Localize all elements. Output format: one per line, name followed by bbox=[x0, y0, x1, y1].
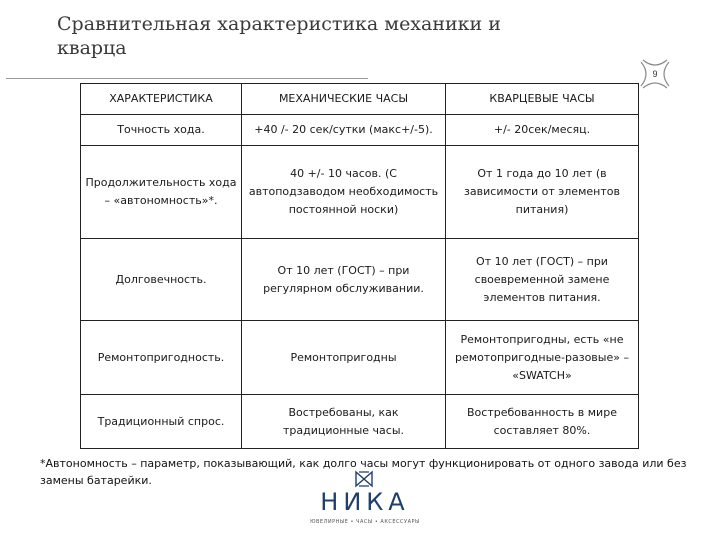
row-label: Долговечность. bbox=[81, 239, 242, 321]
table-row bbox=[81, 321, 639, 395]
brand-logo bbox=[300, 470, 430, 532]
quartz-cell: От 10 лет (ГОСТ) – при своевременной замене элементов питания. bbox=[446, 239, 639, 321]
mechanical-cell: Востребованы, как традиционные часы. bbox=[242, 395, 446, 449]
quartz-cell: От 1 года до 10 лет (в зависимости от элементов питания) bbox=[446, 146, 639, 239]
row-label: Традиционный спрос. bbox=[81, 395, 242, 449]
header-mechanical: МЕХАНИЧЕСКИЕ ЧАСЫ bbox=[242, 84, 446, 115]
slide-number-badge bbox=[637, 56, 673, 92]
quartz-cell: Востребованность в мире составляет 80%. bbox=[446, 395, 639, 449]
row-label: Ремонтопригодность. bbox=[81, 321, 242, 395]
slide-title: Сравнительная характеристика механики и кварца bbox=[57, 13, 501, 59]
comparison-table bbox=[80, 83, 639, 449]
row-label: Продолжительность хода – «автономность»*. bbox=[81, 146, 242, 239]
logo-emblem-icon bbox=[354, 470, 374, 488]
slide-number: 9 bbox=[652, 69, 658, 79]
title-divider bbox=[6, 78, 368, 79]
table-row bbox=[81, 115, 639, 146]
table-header-row bbox=[81, 84, 639, 115]
quartz-cell: Ремонтопригодны, есть «не ремотопригодные-разовые» – «SWATCH» bbox=[446, 321, 639, 395]
logo-wordmark: НИКА bbox=[320, 488, 410, 516]
table-row bbox=[81, 239, 639, 321]
mechanical-cell: 40 +/- 10 часов. (С автоподзаводом необходимость постоянной носки) bbox=[242, 146, 446, 239]
quartz-cell: +/- 20сек/месяц. bbox=[446, 115, 639, 146]
mechanical-cell: Ремонтопригодны bbox=[242, 321, 446, 395]
mechanical-cell: +40 /- 20 сек/сутки (макс+/-5). bbox=[242, 115, 446, 146]
header-quartz: КВАРЦЕВЫЕ ЧАСЫ bbox=[446, 84, 639, 115]
footnote: *Автономность – параметр, показывающий, как долго часы могут функционировать от одного завода или без замены батарейки. bbox=[40, 457, 687, 487]
logo-tagline: ЮВЕЛИРНЫЕ • ЧАСЫ • АКСЕССУАРЫ bbox=[310, 519, 420, 525]
table-row bbox=[81, 395, 639, 449]
mechanical-cell: От 10 лет (ГОСТ) – при регулярном обслуживании. bbox=[242, 239, 446, 321]
header-characteristic: ХАРАКТЕРИСТИКА bbox=[81, 84, 242, 115]
table-row bbox=[81, 146, 639, 239]
row-label: Точность хода. bbox=[81, 115, 242, 146]
